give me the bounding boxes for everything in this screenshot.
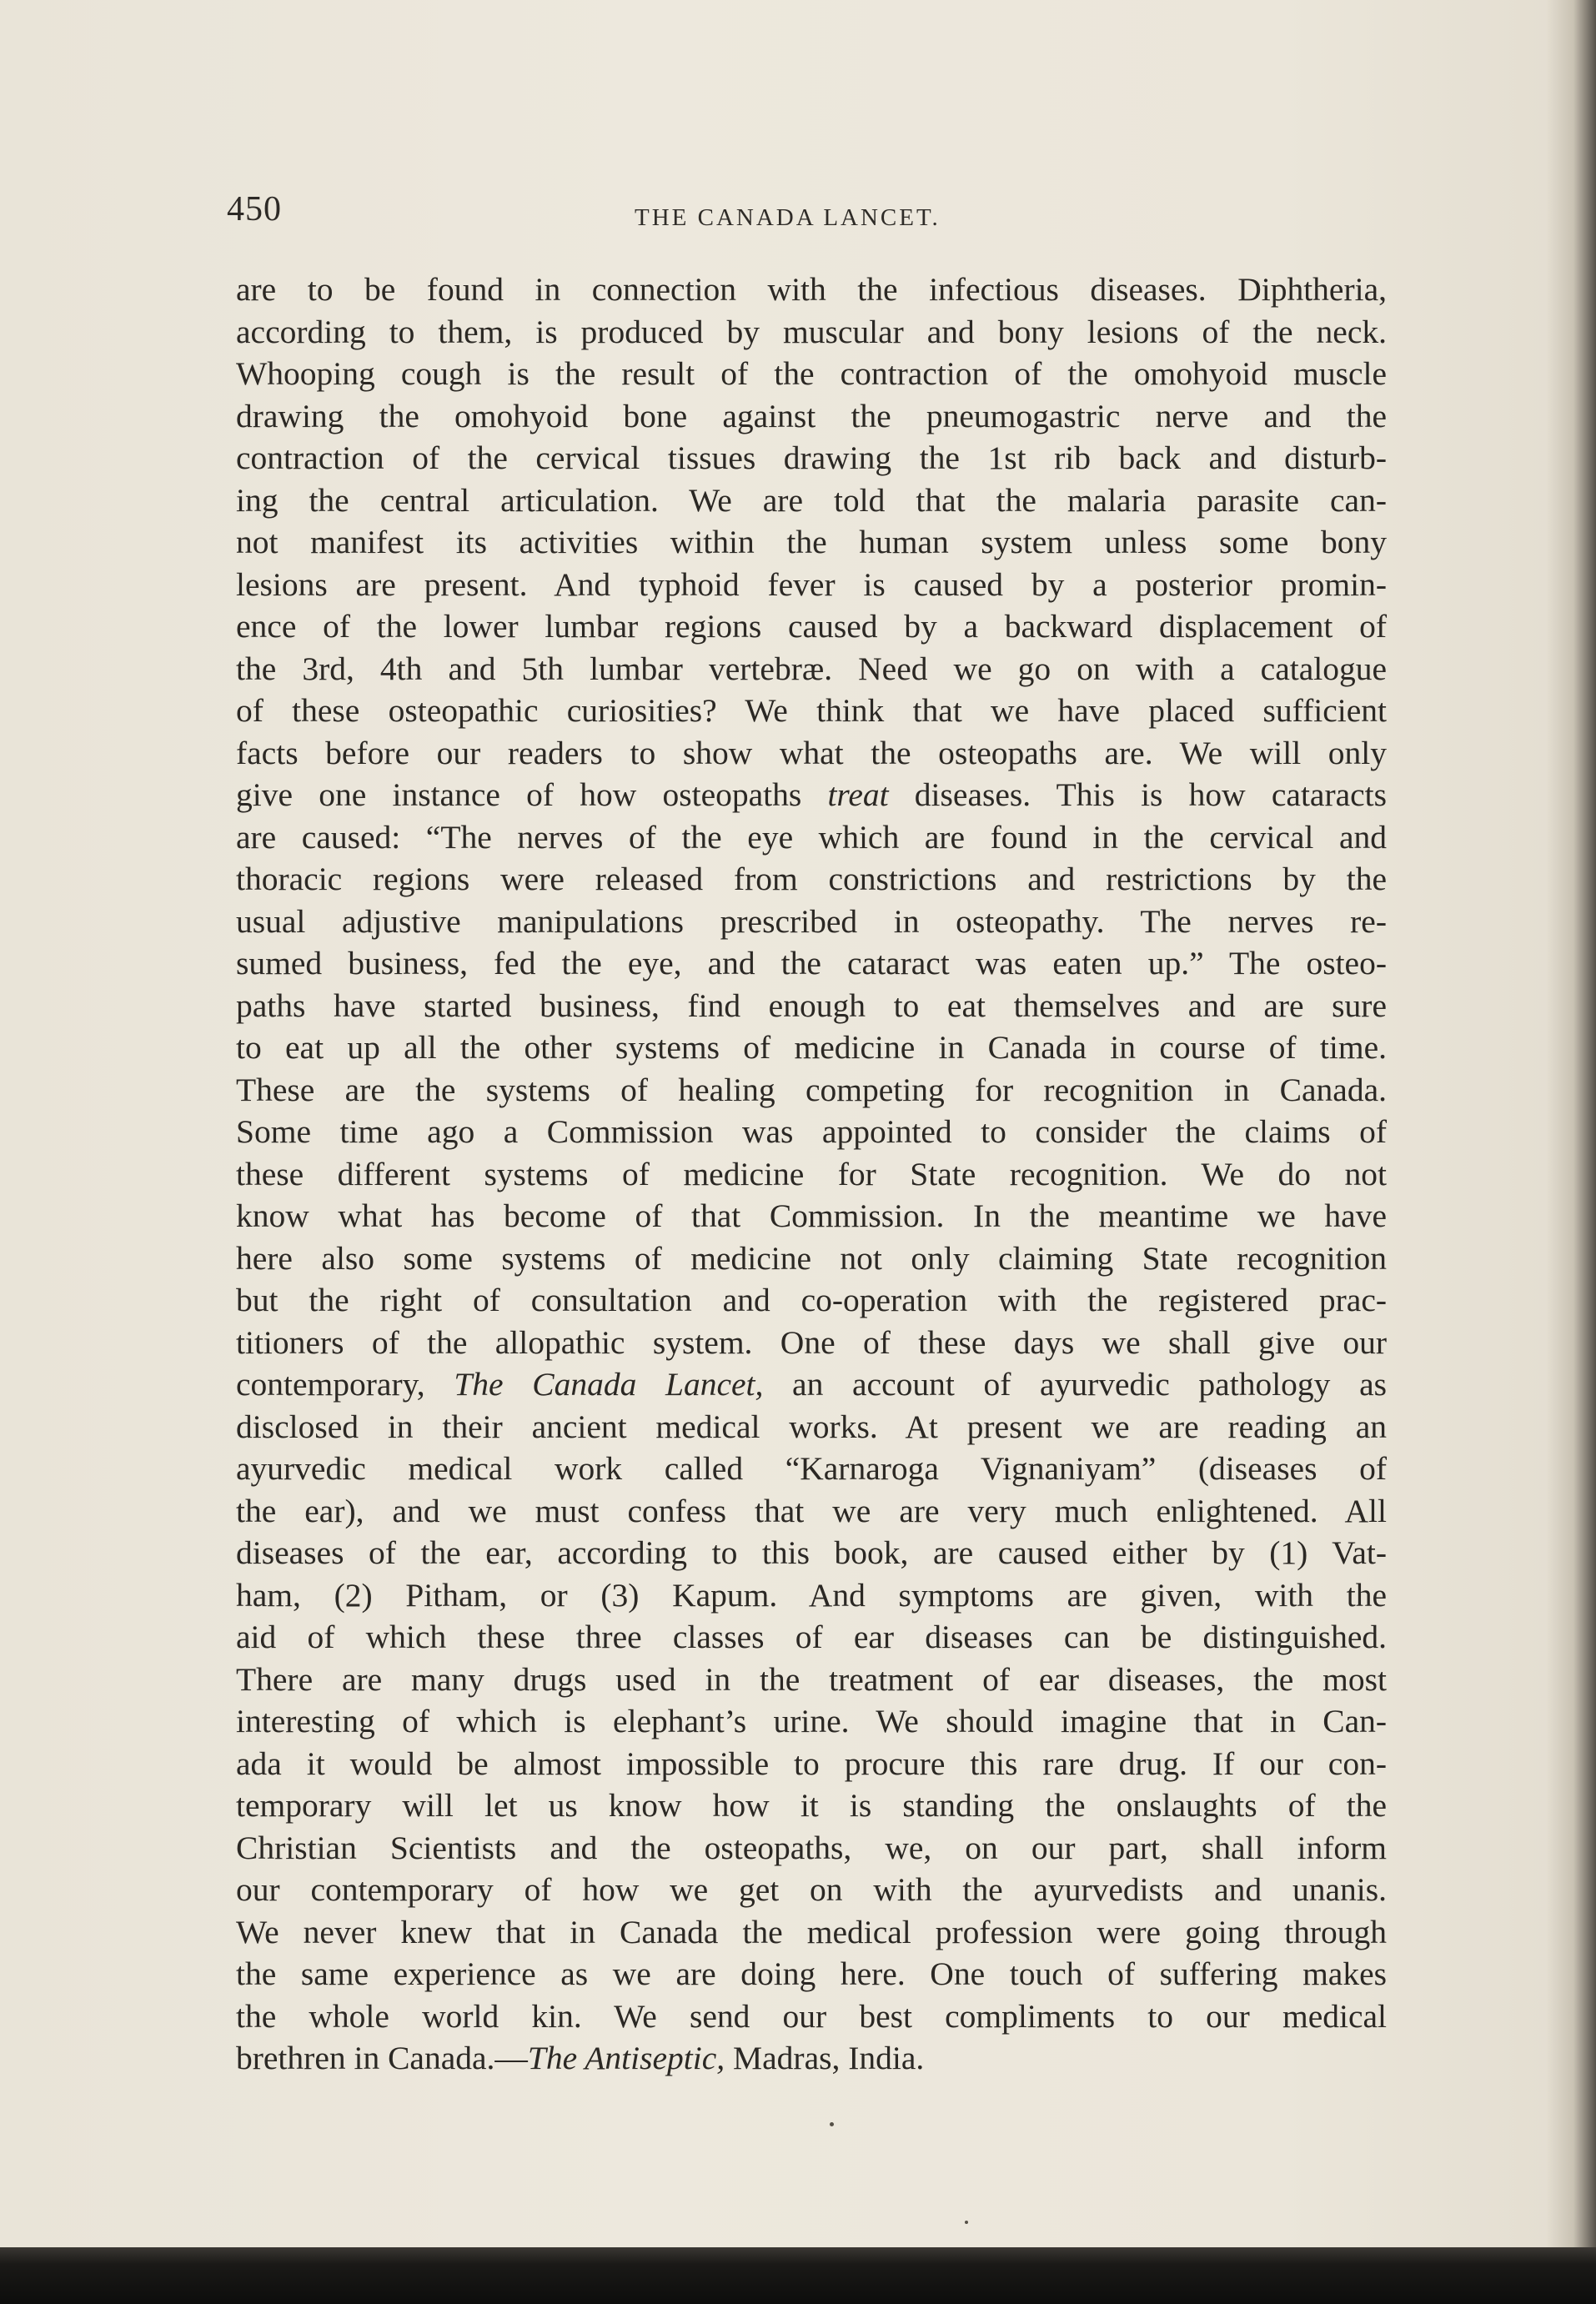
text-line: of these osteopathic curiosities? We think that we have placed sufficient [236,692,1387,729]
text-line: know what has become of that Commission. In the meantime we have [236,1197,1387,1234]
text-line: to eat up all the other systems of medicine in Canada in course of time. [236,1029,1387,1066]
text-line [236,2037,1387,2080]
text-segment: give one instance of how osteopaths [236,776,828,813]
text-line: ence of the lower lumbar regions caused by a backward displacement of [236,608,1387,645]
text-line: aid of which these three classes of ear diseases can be distinguished. [236,1619,1387,1655]
italic-text: The Antiseptic, [527,2040,725,2076]
text-line: the ear), and we must confess that we are very much enlightened. All [236,1492,1387,1529]
text-line: usual adjustive manipulations prescribed in osteopathy. The nerves re- [236,902,1387,940]
text-line: our contemporary of how we get on with the ayurvedists and unanis. [236,1871,1387,1908]
text-line: according to them, is produced by muscular and bony lesions of the neck. [236,313,1387,350]
article-body [236,269,1387,2080]
text-line [236,1363,1387,1406]
text-line: These are the systems of healing competing for recognition in Canada. [236,1071,1387,1108]
text-line: the same experience as we are doing here. One touch of suffering makes [236,1955,1387,1992]
page-header [227,188,1378,238]
text-line: Christian Scientists and the osteopaths, we, on our part, shall inform [236,1829,1387,1866]
text-line: disclosed in their ancient medical works. At present we are reading an [236,1408,1387,1445]
text-line: ada it would be almost impossible to procure this rare drug. If our con- [236,1744,1387,1782]
text-line: the 3rd, 4th and 5th lumbar vertebræ. Need we go on with a catalogue [236,650,1387,687]
text-line: temporary will let us know how it is standing the onslaughts of the [236,1787,1387,1824]
text-line: Some time ago a Commission was appointed to consider the claims of [236,1113,1387,1150]
text-line [236,774,1387,816]
italic-text: The Canada Lancet, [454,1366,764,1403]
running-title: THE CANADA LANCET. [635,204,941,231]
text-segment: Madras, India. [725,2040,925,2076]
text-line: are caused: “The nerves of the eye which are found in the cervical and [236,818,1387,856]
text-line: lesions are present. And typhoid fever is caused by a posterior promin- [236,565,1387,603]
ink-speck [830,2122,834,2126]
text-line: the whole world kin. We send our best compliments to our medical [236,1997,1387,2035]
text-line: drawing the omohyoid bone against the pneumogastric nerve and the [236,397,1387,434]
text-line: here also some systems of medicine not only claiming State recognition [236,1239,1387,1277]
text-line: ham, (2) Pitham, or (3) Kapum. And symptoms are given, with the [236,1576,1387,1614]
page-number: 450 [227,190,282,228]
ink-speck [965,2221,968,2224]
text-line: titioners of the allopathic system. One of these days we shall give our [236,1323,1387,1361]
text-line: diseases of the ear, according to this book, are caused either by (1) Vat- [236,1534,1387,1571]
text-line: contraction of the cervical tissues drawing the 1st rib back and disturb- [236,439,1387,476]
text-line: interesting of which is elephant’s urine. We should imagine that in Can- [236,1703,1387,1739]
text-line: but the right of consultation and co-operation with the registered prac- [236,1282,1387,1318]
text-line: ing the central articulation. We are told that the malaria parasite can- [236,481,1387,519]
text-line: not manifest its activities within the human system unless some bony [236,524,1387,560]
text-segment: brethren in Canada.— [236,2040,528,2076]
text-segment: contemporary, [236,1366,454,1403]
binding-shadow [1546,0,1596,2304]
text-segment: an account of ayurvedic pathology as [763,1366,1387,1403]
text-line: Whooping cough is the result of the contraction of the omohyoid muscle [236,355,1387,392]
text-line: thoracic regions were released from constrictions and restrictions by the [236,861,1387,897]
text-line: are to be found in connection with the infectious diseases. Diphtheria, [236,271,1387,308]
text-line: paths have started business, find enough to eat themselves and are sure [236,986,1387,1024]
text-line: these different systems of medicine for State recognition. We do not [236,1155,1387,1192]
text-line: ayurvedic medical work called “Karnaroga Vignaniyam” (diseases of [236,1450,1387,1487]
text-segment: diseases. This is how cataracts [888,776,1388,813]
text-line: There are many drugs used in the treatment of ear diseases, the most [236,1660,1387,1698]
text-line: We never knew that in Canada the medical profession were going through [236,1913,1387,1950]
text-line: sumed business, fed the eye, and the cataract was eaten up.” The osteo- [236,945,1387,981]
scanner-edge [0,2247,1596,2304]
italic-text: treat [827,776,889,813]
text-line: facts before our readers to show what the osteopaths are. We will only [236,734,1387,771]
